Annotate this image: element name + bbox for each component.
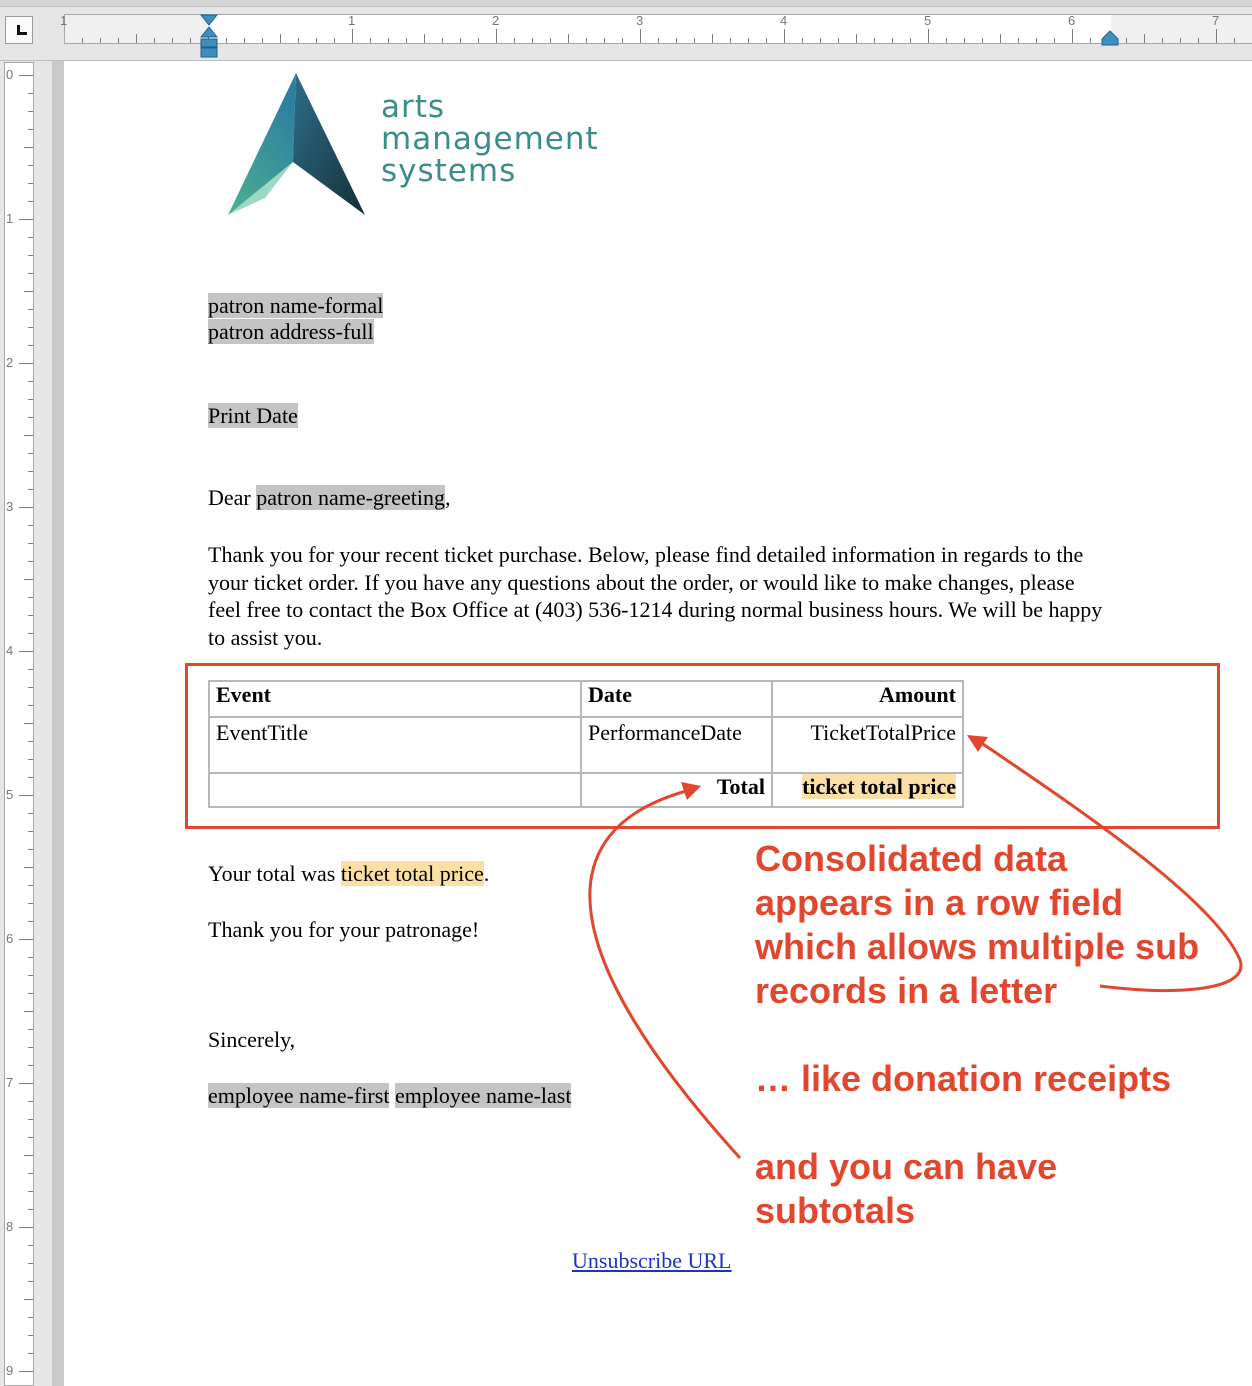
ruler-number: 8 — [6, 1219, 14, 1234]
ruler-tick — [910, 38, 911, 43]
ruler-tick — [28, 201, 33, 202]
ruler-tick — [28, 831, 33, 832]
ruler-tick — [748, 38, 749, 43]
ruler-tick — [406, 38, 407, 43]
unsubscribe-link[interactable]: Unsubscribe URL — [572, 1248, 732, 1273]
ruler-tick — [28, 1119, 33, 1120]
ruler-tick — [28, 849, 33, 850]
ruler-tick — [28, 417, 33, 418]
merge-field-print-date[interactable]: Print Date — [208, 403, 298, 428]
annotation-line-1: Consolidated data — [755, 838, 1068, 879]
ruler-tick — [784, 29, 785, 43]
ruler-tick — [172, 38, 173, 43]
ruler-number: 7 — [1212, 13, 1220, 28]
body-paragraph: Thank you for your recent ticket purchase. Below, please find detailed information in regards to the your ticket order. If you have any questions about the order, or would like to make changes, please feel free to contact the Box Office at (403) 536-1214 during normal business hours. We will be happy to assist you. — [208, 542, 1103, 650]
ruler-tick — [532, 38, 533, 43]
merge-field-patron-name-greeting[interactable]: patron name-greeting — [256, 485, 446, 510]
ruler-tick — [28, 489, 33, 490]
ruler-number: 2 — [492, 13, 500, 28]
ruler-tick — [802, 38, 803, 43]
ruler-number: 2 — [6, 355, 14, 370]
ruler-tick — [694, 38, 695, 43]
ruler-tick — [28, 741, 33, 742]
merge-field-ticket-total-price[interactable]: ticket total price — [802, 774, 956, 799]
ruler-number: 6 — [1068, 13, 1076, 28]
ruler-tick — [24, 1011, 33, 1012]
ruler-tick — [658, 38, 659, 43]
indent-marker-icon[interactable] — [200, 14, 218, 58]
ruler-number: 9 — [6, 1363, 14, 1378]
ruler-tick — [28, 1029, 33, 1030]
cell-total-label: Total — [581, 773, 772, 807]
ruler-tick — [19, 75, 33, 76]
ruler-tick — [136, 34, 137, 43]
closing-line: Sincerely, — [208, 1027, 296, 1052]
ruler-tick — [28, 957, 33, 958]
ruler-tick — [244, 38, 245, 43]
ruler-tick — [28, 921, 33, 922]
ruler-number: 6 — [6, 931, 14, 946]
ruler-tick — [640, 29, 641, 43]
ruler-number: 1 — [348, 13, 356, 28]
ruler-tick — [28, 471, 33, 472]
ruler-tick — [226, 38, 227, 43]
ruler-tick — [28, 705, 33, 706]
ruler-tick — [1198, 38, 1199, 43]
tab-stop-selector[interactable] — [5, 16, 33, 44]
table-header-row — [209, 681, 963, 717]
ruler-tick — [28, 1263, 33, 1264]
ruler-tick — [19, 363, 33, 364]
ruler-tick — [28, 1065, 33, 1066]
ruler-tick — [24, 291, 33, 292]
ruler-tick — [28, 399, 33, 400]
ruler-tick — [28, 885, 33, 886]
ruler-tick — [28, 309, 33, 310]
ruler-tick — [28, 1317, 33, 1318]
ruler-tick — [19, 1083, 33, 1084]
ruler-number: 0 — [6, 67, 14, 82]
ruler-tick — [28, 453, 33, 454]
ruler-tick — [100, 38, 101, 43]
ruler-tick — [24, 579, 33, 580]
ruler-tick — [28, 993, 33, 994]
annotation-donation: … like donation receipts — [755, 1058, 1172, 1099]
left-tab-icon — [17, 25, 20, 35]
ruler-tick — [928, 29, 929, 43]
horizontal-ruler[interactable] — [60, 13, 1252, 44]
ruler-tick — [622, 38, 623, 43]
table-total-row — [209, 773, 963, 807]
ruler-tick — [24, 147, 33, 148]
ruler-tick — [1090, 38, 1091, 43]
ruler-tick — [730, 38, 731, 43]
ruler-tick — [856, 34, 857, 43]
ruler-tick — [28, 543, 33, 544]
ruler-tick — [82, 38, 83, 43]
signature-line — [208, 1083, 571, 1109]
ruler-tick — [24, 1155, 33, 1156]
ruler-tick — [28, 777, 33, 778]
merge-field-patron-address-full[interactable]: patron address-full — [208, 319, 374, 344]
ruler-tick — [24, 1299, 33, 1300]
ruler-tick — [28, 561, 33, 562]
ruler-tick — [964, 38, 965, 43]
ruler-tick — [28, 111, 33, 112]
annotation-line-2: appears in a row field — [755, 882, 1124, 923]
total-prefix: Your total was — [208, 861, 341, 886]
right-indent-marker-icon[interactable] — [1101, 30, 1119, 46]
annotation-subtotals-1: and you can have — [755, 1146, 1058, 1187]
ruler-tick — [28, 129, 33, 130]
ruler-tick — [19, 1227, 33, 1228]
ruler-tick — [586, 38, 587, 43]
ruler-number: 4 — [780, 13, 788, 28]
ruler-tick — [28, 525, 33, 526]
header-amount: Amount — [772, 681, 963, 717]
total-sentence — [208, 861, 489, 887]
ruler-tick — [370, 38, 371, 43]
ruler-tick — [280, 34, 281, 43]
ruler-tick — [946, 38, 947, 43]
merge-field-employee-first[interactable]: employee name-first — [208, 1083, 390, 1108]
greeting-prefix: Dear — [208, 485, 257, 510]
ruler-tick — [24, 435, 33, 436]
thanks-line: Thank you for your patronage! — [208, 917, 480, 942]
table-row[interactable] — [209, 717, 963, 773]
ruler-number: 5 — [924, 13, 932, 28]
ruler-tick — [19, 1371, 33, 1372]
ruler-tick — [982, 38, 983, 43]
ruler-tick — [28, 597, 33, 598]
ruler-tick — [262, 38, 263, 43]
ruler-tick — [28, 687, 33, 688]
ruler-tick — [676, 38, 677, 43]
ruler-tick — [1144, 34, 1145, 43]
ruler-tick — [28, 381, 33, 382]
ruler-tick — [424, 34, 425, 43]
ruler-number: 5 — [6, 787, 14, 802]
ruler-tick — [28, 1137, 33, 1138]
ruler-tick — [514, 38, 515, 43]
address-name-line — [208, 293, 383, 319]
ruler-tick — [1216, 29, 1217, 43]
ruler-tick — [28, 975, 33, 976]
ruler-tick — [874, 38, 875, 43]
ruler-tick — [28, 255, 33, 256]
header-event: Event — [209, 681, 581, 717]
ruler-tick — [568, 34, 569, 43]
ruler-tick — [460, 38, 461, 43]
cell-ticket-total-price[interactable]: TicketTotalPrice — [772, 717, 963, 773]
cell-total-value[interactable] — [772, 773, 963, 807]
ruler-tick — [478, 38, 479, 43]
ruler-tick — [388, 38, 389, 43]
ruler-tick — [1054, 38, 1055, 43]
ruler-tick — [19, 795, 33, 796]
annotation-line-4: records in a letter — [755, 970, 1058, 1011]
ruler-tick — [28, 1191, 33, 1192]
ruler-number: 1 — [6, 211, 14, 226]
ruler-tick — [28, 1209, 33, 1210]
ruler-number: 3 — [6, 499, 14, 514]
ruler-tick — [1018, 38, 1019, 43]
ruler-tick — [28, 1173, 33, 1174]
ruler-tick — [19, 939, 33, 940]
ruler-tick — [28, 165, 33, 166]
ruler-tick — [892, 38, 893, 43]
ruler-tick — [19, 219, 33, 220]
address-full-line — [208, 319, 374, 345]
ruler-tick — [28, 93, 33, 94]
ruler-tick — [766, 38, 767, 43]
arts-management-logo-icon — [225, 70, 370, 220]
ruler-tick — [28, 669, 33, 670]
print-date-line — [208, 403, 298, 429]
ruler-tick — [28, 1101, 33, 1102]
title-strip — [0, 0, 1252, 7]
ruler-tick — [838, 38, 839, 43]
ruler-tick — [334, 38, 335, 43]
ruler-tick — [24, 867, 33, 868]
ruler-tick — [28, 759, 33, 760]
ruler-tick — [1162, 38, 1163, 43]
ruler-number: 7 — [6, 1075, 14, 1090]
cell-total-empty — [209, 773, 581, 807]
ruler-tick — [28, 903, 33, 904]
merge-field-employee-last[interactable]: employee name-last — [394, 1083, 572, 1108]
ruler-tick — [154, 38, 155, 43]
ruler-tick — [24, 723, 33, 724]
ruler-tick — [1000, 34, 1001, 43]
ruler-number: 1 — [60, 13, 68, 28]
logo-text-management: management — [381, 121, 599, 157]
ruler-tick — [712, 34, 713, 43]
ruler-tick — [28, 1281, 33, 1282]
greeting-suffix: , — [445, 485, 451, 510]
cell-performance-date[interactable]: PerformanceDate — [581, 717, 772, 773]
ruler-tick — [1126, 38, 1127, 43]
ruler-tick — [316, 38, 317, 43]
ruler-tick — [19, 651, 33, 652]
merge-field-total-price[interactable]: ticket total price — [340, 861, 484, 886]
ruler-tick — [28, 633, 33, 634]
ruler-tick — [190, 38, 191, 43]
ruler-tick — [28, 1245, 33, 1246]
ruler-tick — [1072, 29, 1073, 43]
ruler-number: 3 — [636, 13, 644, 28]
cell-event-title[interactable]: EventTitle — [209, 717, 581, 773]
ruler-right-margin — [1111, 15, 1252, 43]
ruler-tick — [28, 237, 33, 238]
ruler-tick — [352, 29, 353, 43]
ruler-tick — [28, 1047, 33, 1048]
ruler-tick — [28, 327, 33, 328]
ruler-tick — [820, 38, 821, 43]
ruler-tick — [19, 507, 33, 508]
ruler-tick — [28, 1353, 33, 1354]
greeting-line — [208, 485, 451, 511]
ruler-tick — [550, 38, 551, 43]
header-date: Date — [581, 681, 772, 717]
ruler-tick — [1180, 38, 1181, 43]
annotation-subtotals-2: subtotals — [755, 1190, 916, 1231]
logo-text-arts: arts — [381, 89, 446, 125]
ruler-tick — [1234, 38, 1235, 43]
ruler-tick — [1036, 38, 1037, 43]
order-table[interactable] — [208, 680, 964, 808]
ruler-tick — [118, 38, 119, 43]
ruler-tick — [442, 38, 443, 43]
annotation-line-3: which allows multiple sub — [755, 926, 1200, 967]
ruler-tick — [28, 1335, 33, 1336]
ruler-tick — [28, 183, 33, 184]
logo-text-systems: systems — [381, 153, 517, 189]
ruler-tick — [298, 38, 299, 43]
page-shadow — [52, 61, 64, 1386]
vertical-ruler[interactable] — [4, 62, 34, 1386]
ruler-tick — [28, 615, 33, 616]
ruler-tick — [28, 273, 33, 274]
ruler-tick — [28, 345, 33, 346]
merge-field-patron-name-formal[interactable]: patron name-formal — [208, 293, 384, 318]
ruler-tick — [28, 813, 33, 814]
ruler-number: 4 — [6, 643, 14, 658]
ruler-tick — [604, 38, 605, 43]
total-suffix: . — [483, 861, 490, 886]
ruler-tick — [496, 29, 497, 43]
